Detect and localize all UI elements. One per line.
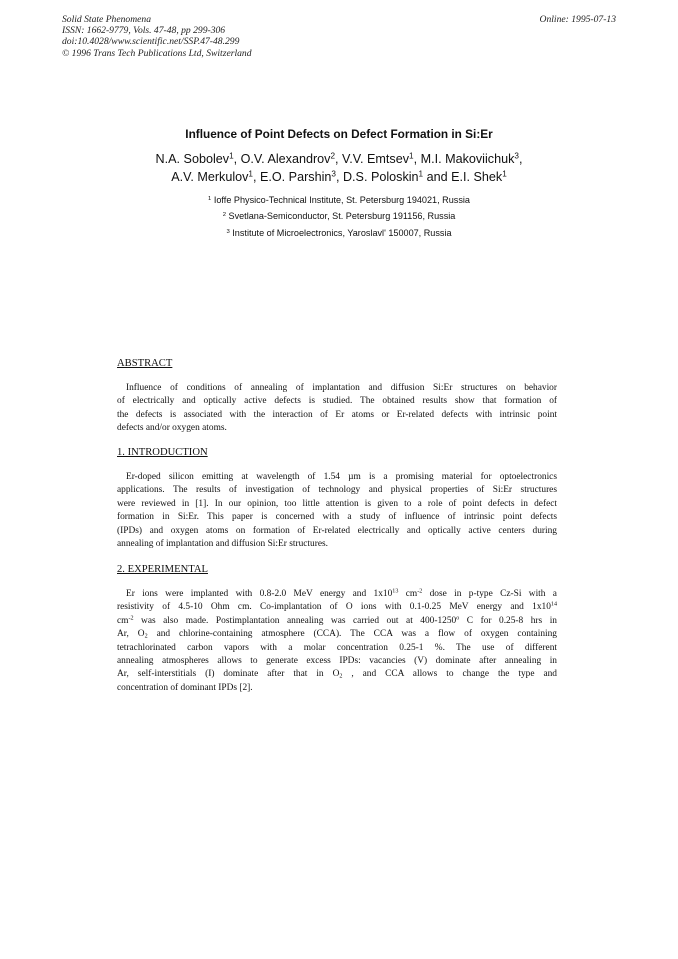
text-line <box>117 615 557 628</box>
author: O.V. Alexandrov <box>240 152 331 166</box>
introduction-heading: 1. INTRODUCTION <box>117 447 208 458</box>
affiliation-marker: 1 <box>208 195 212 202</box>
author-list <box>0 151 678 186</box>
text-run: Ar, self-interstitials (I) dominate after that in O <box>117 669 340 680</box>
text-line: of electrically and optically active defects is studied. The obtained results show that formation of <box>117 396 557 407</box>
superscript: -2 <box>417 588 423 595</box>
affiliation-text: Ioffe Physico-Technical Institute, St. Petersburg 194021, Russia <box>213 195 470 205</box>
superscript: 14 <box>550 601 557 608</box>
text-run: Ar, O <box>117 629 145 640</box>
author-affil-marker: 1 <box>229 151 234 161</box>
online-date: Online: 1995-07-13 <box>539 14 616 25</box>
author: V.V. Emtsev <box>342 152 410 166</box>
text-run: , and CCA allows to change the type and <box>342 669 557 680</box>
text-line <box>117 601 557 614</box>
author: M.I. Makoviichuk <box>420 152 515 166</box>
author: E.O. Parshin <box>259 169 332 184</box>
text-run: was also made. Postimplantation annealing was carried out at 400-1250 <box>133 615 457 626</box>
author-line-1: N.A. Sobolev$^1$, O.V. Alexandrov$^2$, V.V. Emtsev$^1$, M.I. Makoviichuk$^3$, <box>155 151 523 166</box>
experimental-heading: 2. EXPERIMENTAL <box>117 564 208 575</box>
text-line: Influence of conditions of annealing of implantation and diffusion Si:Er structures on behavior <box>126 383 557 393</box>
author: N.A. Sobolev <box>155 152 230 166</box>
text-line: annealing atmospheres allows to generate excess IPDs: vacancies (V) dominate after annealing in <box>117 656 557 667</box>
author-affil-marker: 1 <box>502 169 507 178</box>
text-line: (IPDs) and oxygen atoms on formation of Er-related electrically and optically active centers during <box>117 525 557 536</box>
abstract-paragraph <box>117 382 557 436</box>
author: E.I. Shek <box>451 169 503 184</box>
author-line-2: A.V. Merkulov$^1$, E.O. Parshin$^3$, D.S. Poloskin$^1$ and E.I. Shek$^1$ <box>171 169 507 184</box>
text-line: defects and/or oxygen atoms. <box>117 423 227 434</box>
publication-metadata <box>62 14 252 59</box>
issn-line: ISSN: 1662-9779, Vols. 47-48, pp 299-306 <box>62 25 226 37</box>
affiliation-text: Svetlana-Semiconductor, St. Petersburg 191156, Russia <box>228 211 456 222</box>
experimental-section <box>117 564 557 695</box>
introduction-section <box>117 447 557 551</box>
journal-name: Solid State Phenomena <box>62 14 151 25</box>
text-line: formation in Si:Er. This paper is concerned with a study of influence of intrinsic point defects <box>117 512 557 523</box>
superscript: -2 <box>128 615 134 622</box>
author-affil-marker: 1 <box>248 169 253 178</box>
copyright-line: © 1996 Trans Tech Publications Ltd, Switzerland <box>62 47 252 59</box>
text-run: cm <box>117 615 129 626</box>
author-conjunction: and <box>426 169 448 184</box>
text-line: concentration of dominant IPDs [2]. <box>117 682 253 693</box>
text-run: and chlorine-containing atmosphere (CCA). The CCA was a flow of oxygen containing <box>147 629 557 640</box>
text-run: C for 0.25-8 hrs in <box>459 615 557 626</box>
experimental-paragraph <box>117 588 557 695</box>
author-affil-marker: 1 <box>409 151 414 161</box>
text-line: were reviewed in [1]. In our opinion, too little attention is given to a role of point defects in defect <box>117 498 557 509</box>
text-line <box>117 588 557 601</box>
affiliation-marker: 2 <box>222 212 226 219</box>
introduction-paragraph <box>117 471 557 551</box>
text-line: the defects is associated with the interaction of Er atoms or Er-related defects with intrinsic point <box>117 409 557 420</box>
affiliation-marker: 3 <box>226 228 230 235</box>
abstract-section <box>117 358 557 436</box>
affiliation-text: Institute of Microelectronics, Yaroslavl' 150007, Russia <box>232 227 452 238</box>
subscript: 2 <box>339 673 343 680</box>
paper-title: Influence of Point Defects on Defect Formation in Si:Er <box>185 127 493 141</box>
affiliation <box>0 192 678 208</box>
text-line: Er-doped silicon emitting at wavelength of 1.54 µm is a promising material for optoelectronics <box>126 472 557 482</box>
affiliation <box>0 225 678 241</box>
abstract-heading: ABSTRACT <box>117 358 173 369</box>
author: D.S. Poloskin <box>342 169 419 184</box>
text-line: applications. The results of investigation of technology and physical properties of Si:Er structures <box>117 485 557 496</box>
text-line <box>117 668 557 681</box>
author-affil-marker: 2 <box>330 151 336 161</box>
text-line: annealing of implantation and diffusion Si:Er structures. <box>117 539 328 550</box>
text-line: tetrachlorinated carbon vapors with a molar concentration 0.25-1 %. The use of different <box>117 642 557 653</box>
text-line <box>117 628 557 641</box>
doi-line: doi:10.4028/www.scientific.net/SSP.47-48.299 <box>62 36 240 48</box>
affiliation <box>0 208 678 224</box>
author-affil-marker: 3 <box>331 169 336 178</box>
author-affil-marker: 3 <box>514 151 519 161</box>
text-run: cm <box>398 589 418 599</box>
author: A.V. Merkulov <box>171 169 249 184</box>
text-run: Er ions were implanted with 0.8-2.0 MeV energy and 1x10 <box>126 589 393 599</box>
subscript: 2 <box>144 633 148 640</box>
text-run: resistivity of 4.5-10 Ohm cm. Co-implantation of O ions with 0.1-0.25 MeV energy and 1x10 <box>117 602 551 613</box>
superscript: 13 <box>392 588 399 595</box>
affiliation-list <box>0 192 678 241</box>
author-affil-marker: 1 <box>418 169 424 178</box>
text-run: dose in p-type Cz-Si with a <box>422 589 557 599</box>
superscript: o <box>456 615 460 622</box>
